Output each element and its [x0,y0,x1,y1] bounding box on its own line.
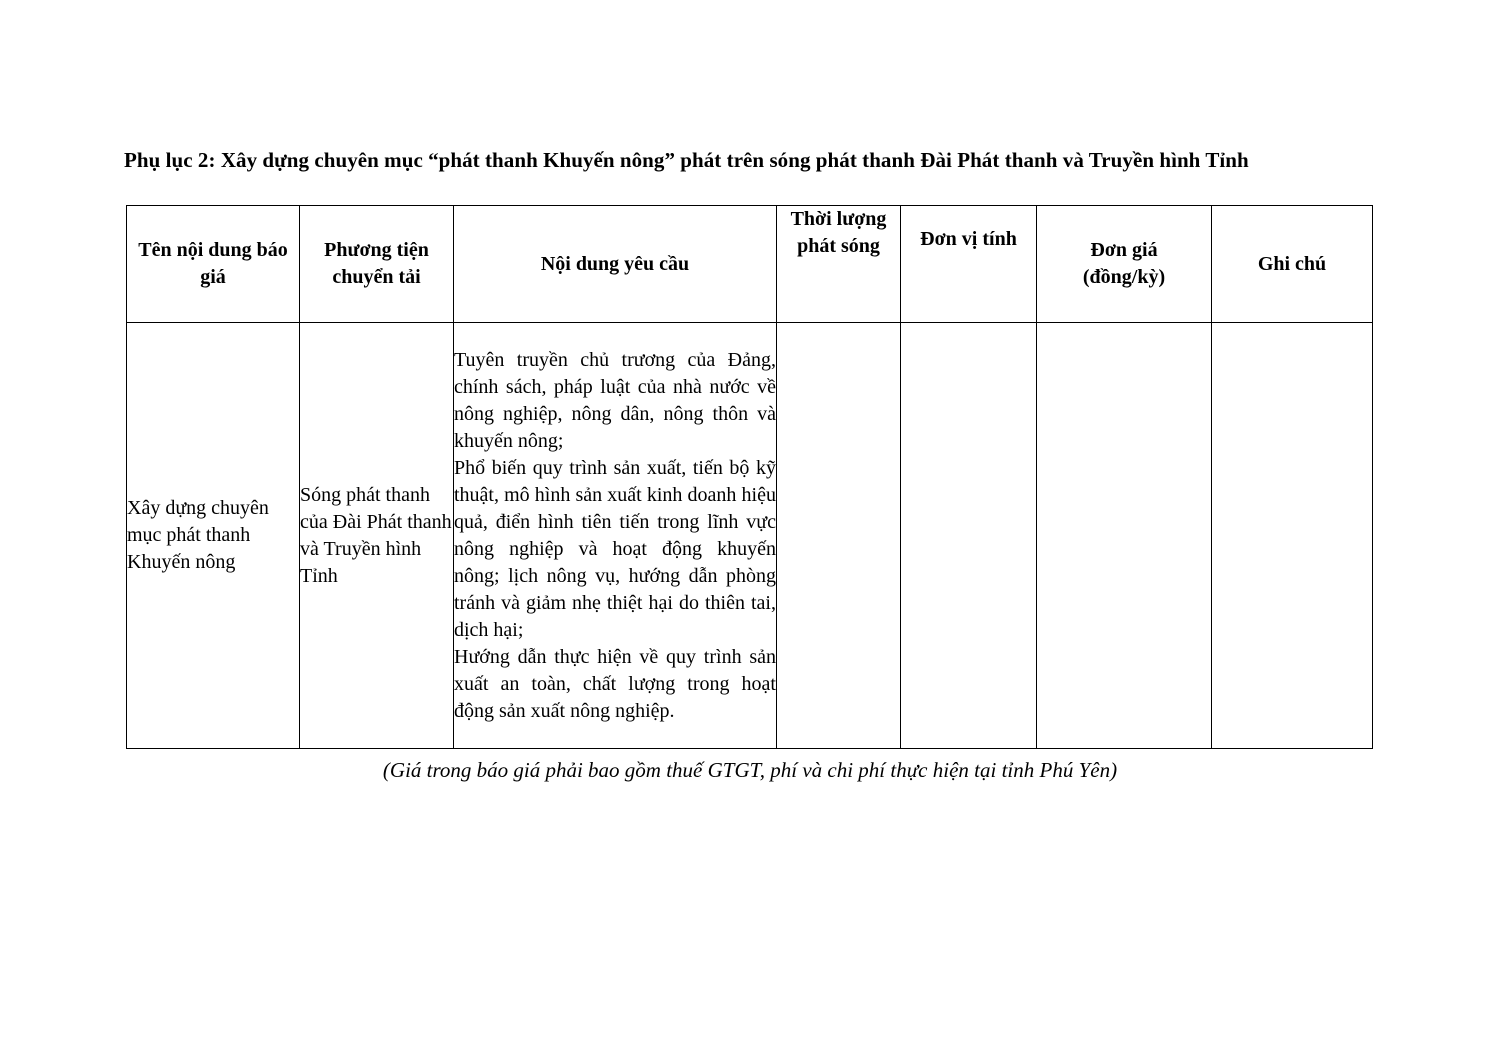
header-don-vi-tinh: Đơn vị tính [901,206,1037,323]
header-noi-dung-yeu-cau: Nội dung yêu cầu [454,206,777,323]
price-note: (Giá trong báo giá phải bao gồm thuế GTGT, phí và chi phí thực hiện tại tỉnh Phú Yên) [382,758,1118,782]
cell-don-gia [1037,323,1212,749]
cell-thoi-luong [777,323,901,749]
header-don-gia: Đơn giá (đồng/kỳ) [1037,206,1212,323]
cell-noi-dung-yeu-cau [454,323,777,749]
document-title: Phụ lục 2: Xây dựng chuyên mục “phát thanh Khuyến nông” phát trên sóng phát thanh Đài Phát thanh và Truyền hình Tỉnh [124,148,1249,172]
cell-ten-noi-dung: Xây dựng chuyên mục phát thanh Khuyến nông [127,323,300,749]
table-row [127,323,1373,749]
requirement-paragraph: Phổ biến quy trình sản xuất, tiến bộ kỹ thuật, mô hình sản xuất kinh doanh hiệu quả, điển hình tiên tiến trong lĩnh vực nông nghiệp và hoạt động khuyến nông; lịch nông vụ, hướng dẫn phòng tránh và giảm nhẹ thiệt hại do thiên tai, dịch hại; [454,456,776,641]
cell-don-vi-tinh [901,323,1037,749]
header-ghi-chu: Ghi chú [1212,206,1373,323]
requirement-paragraph: Hướng dẫn thực hiện về quy trình sản xuất an toàn, chất lượng trong hoạt động sản xuất nông nghiệp. [454,645,776,722]
header-phuong-tien: Phương tiện chuyển tải [300,206,454,323]
header-ten-noi-dung: Tên nội dung báo giá [127,206,300,323]
cell-phuong-tien: Sóng phát thanh của Đài Phát thanh và Truyền hình Tỉnh [300,323,454,749]
quote-table [126,205,1373,749]
table-header-row [127,206,1373,323]
requirement-paragraph: Tuyên truyền chủ trương của Đảng, chính sách, pháp luật của nhà nước về nông nghiệp, nông dân, nông thôn và khuyến nông; [454,348,776,452]
header-thoi-luong: Thời lượng phát sóng [777,206,901,323]
cell-ghi-chu [1212,323,1373,749]
